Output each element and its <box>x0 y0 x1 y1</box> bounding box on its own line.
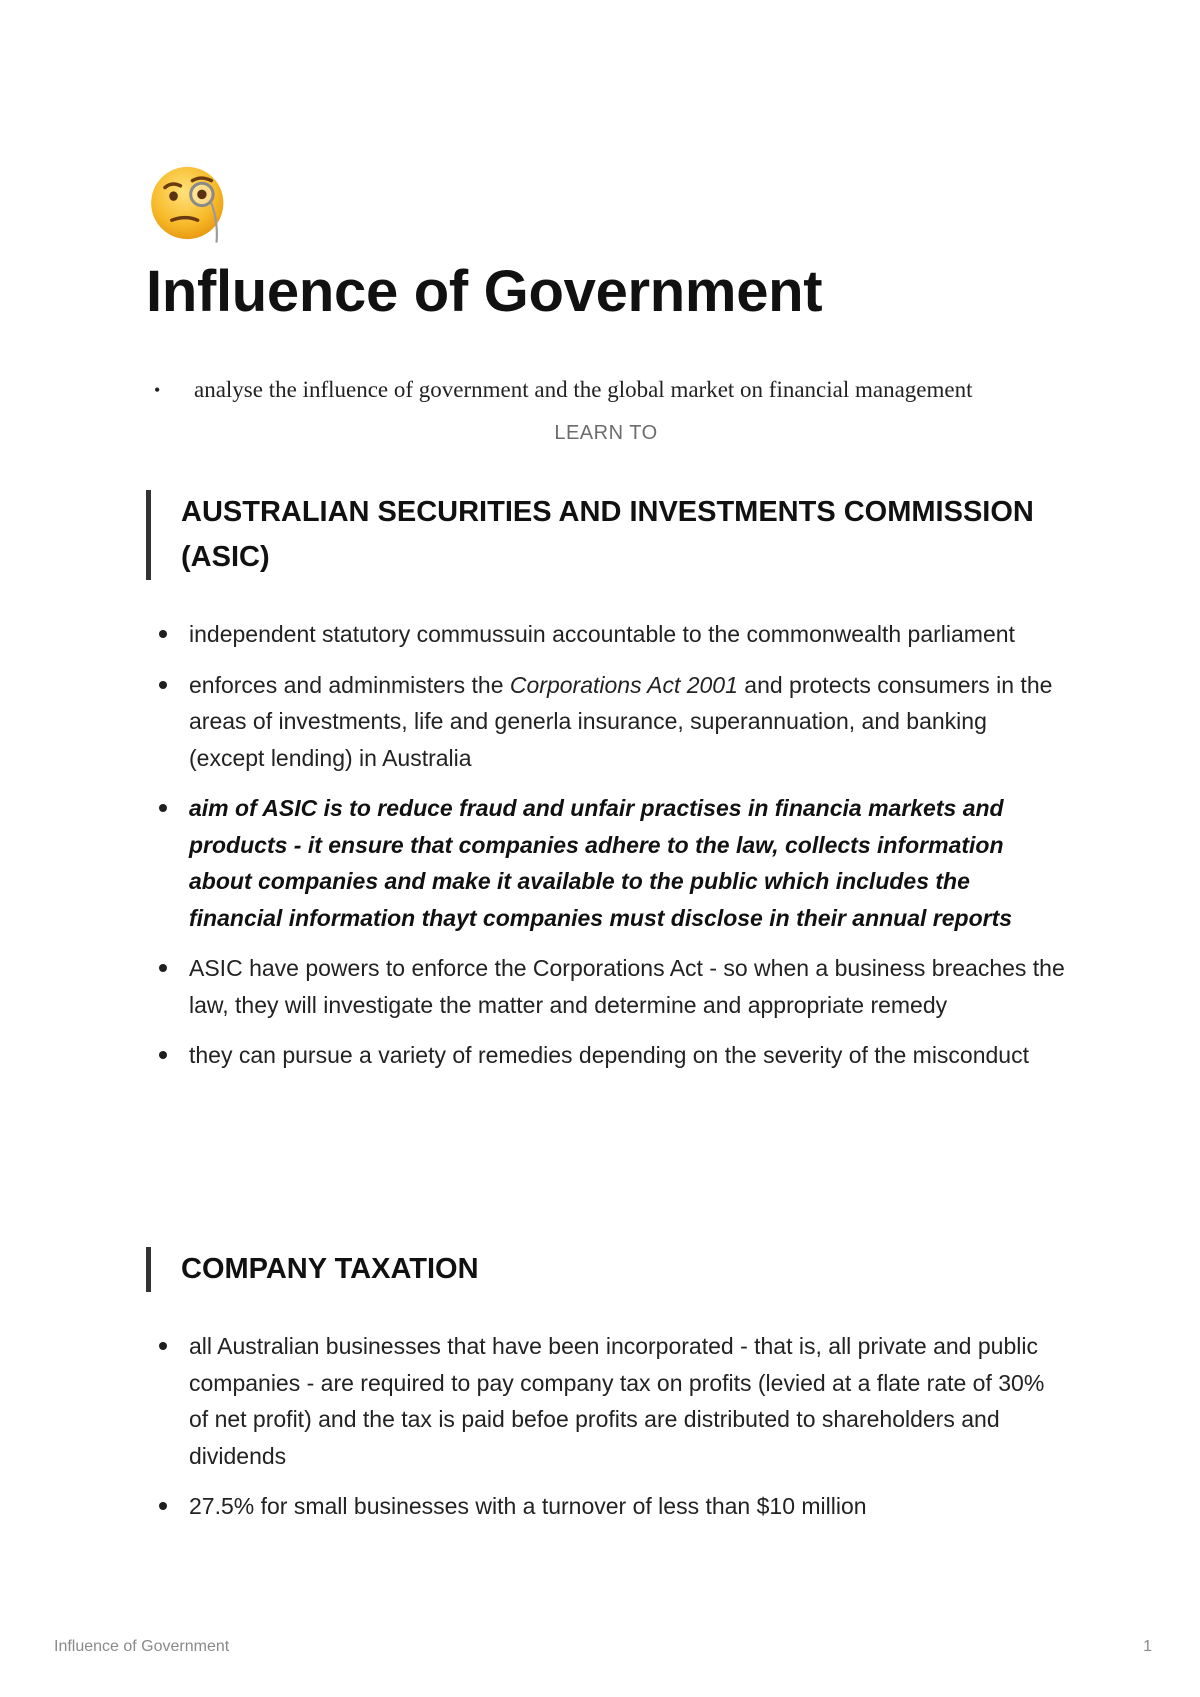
list-item: all Australian businesses that have been incorporated - that is, all private and public companies - are required to pay company tax on profits (levied at a flate rate of 30% of net profit) and the tax is paid befoe profits are distributed to shareholders and dividends <box>146 1328 1066 1474</box>
list-item: 27.5% for small businesses with a turnover of less than $10 million <box>146 1488 1066 1525</box>
list-item-emphasized: aim of ASIC is to reduce fraud and unfair practises in financia markets and products - it ensure that companies adhere to the law, collects information about companies and make it available to the public which includes the financial information thayt companies must disclose in their annual reports <box>146 790 1066 936</box>
face-with-monocle-icon <box>146 160 232 246</box>
list-item-text: and protects consumers in the areas of investments, life and generla insurance, superannuation, and banking (except lending) in Australia <box>189 671 1053 771</box>
section-heading: AUSTRALIAN SECURITIES AND INVESTMENTS COMMISSION (ASIC) <box>146 490 1066 580</box>
learn-to-caption: LEARN TO <box>554 422 658 444</box>
section-asic <box>146 490 1066 1088</box>
bullet-marker: • <box>154 380 161 400</box>
act-name-italic: Corporations Act 2001 <box>509 671 738 698</box>
list-item: independent statutory commussuin accountable to the commonwealth parliament <box>146 616 1066 653</box>
section-heading: COMPANY TAXATION <box>146 1247 1066 1292</box>
list-item: ASIC have powers to enforce the Corporations Act - so when a business breaches the law, they will investigate the matter and determine and appropriate remedy <box>146 950 1066 1023</box>
page-title: Influence of Government <box>146 259 823 324</box>
bullet-list <box>146 1328 1066 1525</box>
learn-to-item <box>146 374 1066 406</box>
footer-title: Influence of Government <box>54 1638 230 1655</box>
list-item: they can pursue a variety of remedies depending on the severity of the misconduct <box>146 1037 1066 1074</box>
learn-to-text: analyse the influence of government and the global market on financial management <box>194 377 973 402</box>
bullet-list <box>146 616 1066 1074</box>
list-item <box>146 667 1066 777</box>
learn-to-callout <box>146 374 1066 445</box>
footer-page-number: 1 <box>1143 1638 1152 1655</box>
section-company-taxation <box>146 1247 1066 1539</box>
list-item-text: enforces and adminmisters the <box>189 671 510 698</box>
